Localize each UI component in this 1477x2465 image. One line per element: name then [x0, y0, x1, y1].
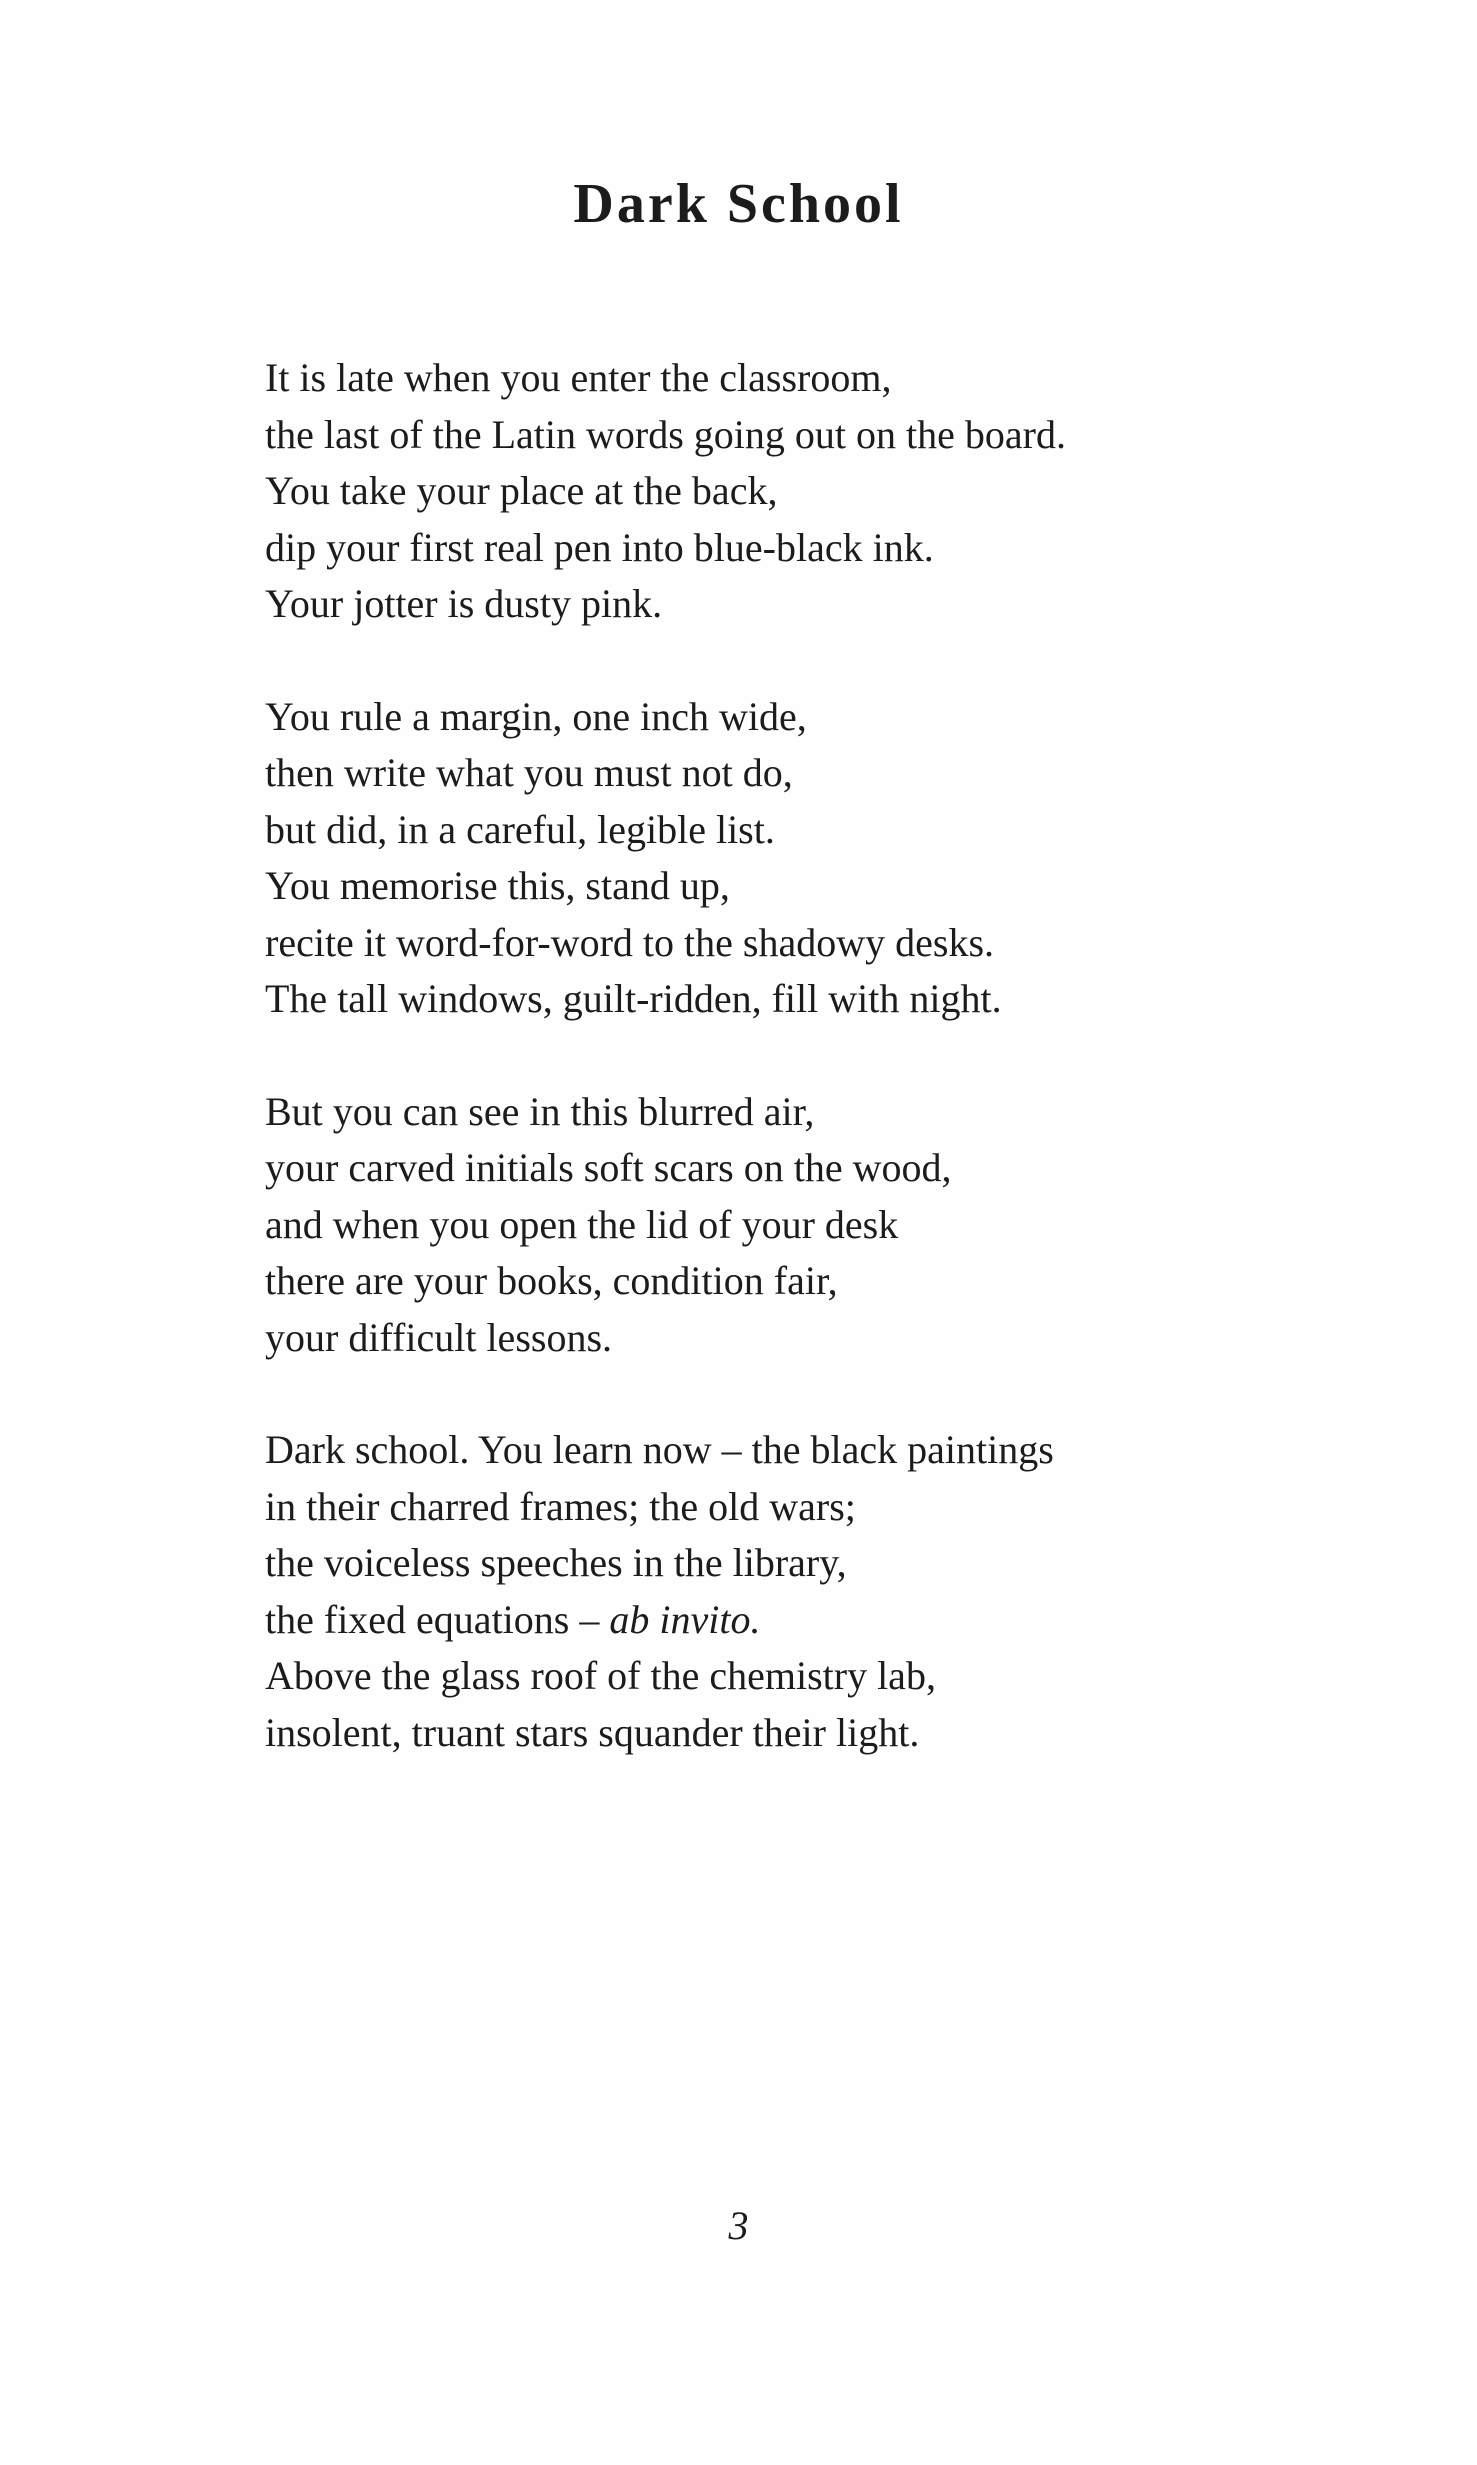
poem-body	[265, 350, 1265, 1817]
poem-line: Dark school. You learn now – the black paintings	[265, 1427, 1054, 1472]
poem-line: recite it word-for-word to the shadowy desks.	[265, 919, 995, 965]
stanza-1	[265, 350, 1265, 633]
poem-line: the voiceless speeches in the library,	[265, 1540, 847, 1585]
stanza-3	[265, 1084, 1265, 1367]
poem-line-text: the fixed equations –	[265, 1596, 610, 1642]
poem-line: The tall windows, guilt-ridden, fill with night.	[265, 976, 1002, 1021]
poem-line: but did, in a careful, legible list.	[265, 806, 775, 852]
italic-phrase: ab invito.	[609, 1596, 761, 1642]
poem-line: insolent, truant stars squander their light.	[265, 1709, 920, 1755]
poem-line: You memorise this, stand up,	[265, 863, 730, 908]
poem-line: Above the glass roof of the chemistry lab,	[265, 1653, 936, 1698]
page-number: 3	[728, 2203, 749, 2248]
poem-line: You take your place at the back,	[265, 468, 778, 513]
poem-line: there are your books, condition fair,	[265, 1258, 838, 1303]
stanza-2	[265, 689, 1265, 1028]
poem-line: and when you open the lid of your desk	[265, 1201, 899, 1247]
poem-line: your carved initials soft scars on the wood,	[265, 1145, 952, 1190]
poem-line: But you can see in this blurred air,	[265, 1088, 815, 1134]
poem-line: You rule a margin, one inch wide,	[265, 693, 807, 739]
poem-line: your difficult lessons.	[265, 1314, 613, 1360]
poem-line: then write what you must not do,	[265, 750, 793, 795]
poem-line: Your jotter is dusty pink.	[265, 581, 663, 626]
poem-line: in their charred frames; the old wars;	[265, 1483, 856, 1529]
stanza-4	[265, 1422, 1265, 1761]
poem-line-with-italic	[265, 1592, 1265, 1649]
poem-line: the last of the Latin words going out on the board.	[265, 411, 1066, 457]
poem-line: It is late when you enter the classroom,	[265, 355, 892, 400]
poem-title: Dark School	[573, 173, 904, 235]
poem-line: dip your first real pen into blue-black ink.	[265, 524, 934, 570]
